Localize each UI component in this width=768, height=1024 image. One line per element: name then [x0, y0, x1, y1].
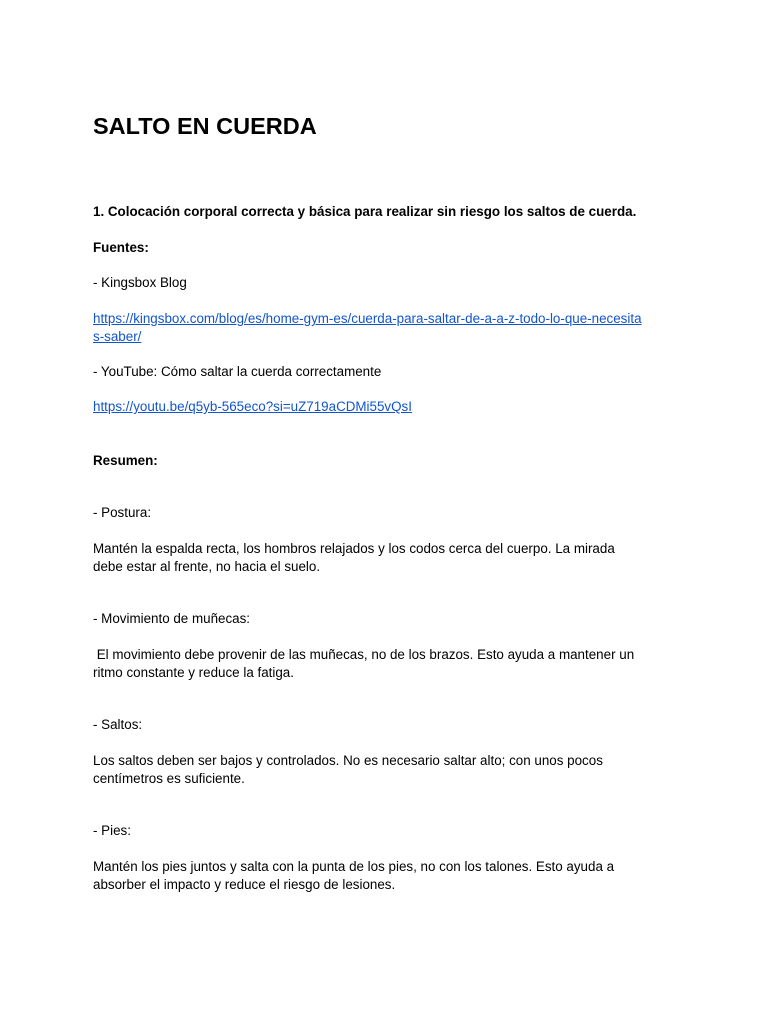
- summary-item-text-line: Mantén la espalda recta, los hombros relajados y los codos cerca del cuerpo. La mirada: [93, 541, 615, 556]
- summary-item-text: [93, 858, 683, 893]
- source-kingsbox-link[interactable]: [93, 310, 683, 328]
- summary-item-text-line: absorber el impacto y reduce el riesgo de lesiones.: [93, 876, 396, 892]
- summary-item-text-line: debe estar al frente, no hacia el suelo.: [93, 558, 321, 574]
- summary-item-text-line: ritmo constante y reduce la fatiga.: [93, 664, 294, 680]
- summary-item-text: [93, 646, 683, 681]
- summary-item-text-line: centímetros es suficiente.: [93, 770, 245, 786]
- sources-label: Fuentes:: [93, 240, 149, 255]
- document-title: SALTO EN CUERDA: [93, 113, 317, 139]
- source-kingsbox-link-block: [93, 310, 683, 345]
- summary-item-text: [93, 752, 683, 787]
- section-heading: 1. Colocación corporal correcta y básica para realizar sin riesgo los saltos de cuerda.: [93, 204, 637, 219]
- summary-item-heading: - Pies:: [93, 823, 131, 838]
- source-youtube-link[interactable]: https://youtu.be/q5yb-565eco?si=uZ719aCDMi55vQsI: [93, 399, 412, 414]
- source-kingsbox-link-line1[interactable]: https://kingsbox.com/blog/es/home-gym-es/cuerda-para-saltar-de-a-a-z-todo-lo-que-necesita: [93, 311, 642, 326]
- source-kingsbox-link-line2[interactable]: s-saber/: [93, 328, 142, 344]
- summary-item-heading: - Movimiento de muñecas:: [93, 611, 251, 626]
- summary-item-text-line: Mantén los pies juntos y salta con la punta de los pies, no con los talones. Esto ayuda a: [93, 859, 615, 874]
- summary-item-heading: - Saltos:: [93, 717, 143, 732]
- summary-item-text-line: Los saltos deben ser bajos y controlados. No es necesario saltar alto; con unos pocos: [93, 753, 603, 768]
- source-youtube-label: - YouTube: Cómo saltar la cuerda correctamente: [93, 364, 382, 379]
- summary-label: Resumen:: [93, 453, 158, 468]
- summary-item-text-line: El movimiento debe provenir de las muñecas, no de los brazos. Esto ayuda a mantener un: [93, 647, 635, 662]
- summary-item-heading: - Postura:: [93, 505, 152, 520]
- summary-item-text: [93, 540, 683, 575]
- source-youtube-link-block: [93, 398, 683, 416]
- source-kingsbox-label: - Kingsbox Blog: [93, 275, 187, 290]
- source-kingsbox-link-continued[interactable]: [93, 328, 683, 346]
